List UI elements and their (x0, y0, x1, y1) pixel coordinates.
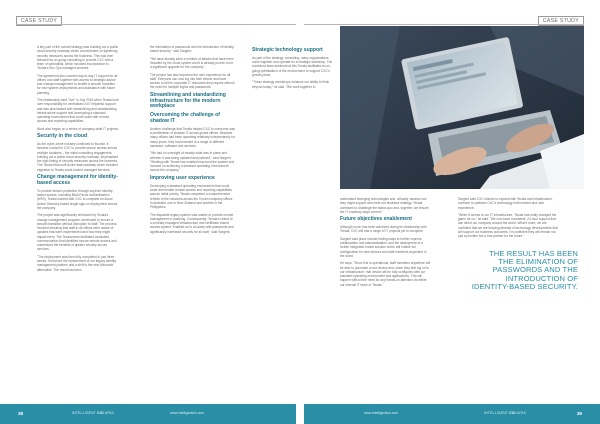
pull-quote-line: INTRODUCTION OF (505, 273, 578, 283)
heading-strategic-technology-support: Strategic technology support (252, 47, 323, 53)
paragraph: To provide breach protection through superior identity-based access, including Multi-Factor Authentication (MFA), Tecala worked with CXC to complete an Azure Active Directory-based single sign-on deployment across the company. (37, 188, 118, 210)
pull-quote-line: PASSWORDS AND THE (492, 265, 578, 275)
paragraph: the elimination of passwords and the introduction of identity-based security," said Sargent. (150, 45, 235, 54)
footer-brand-left (72, 411, 115, 415)
paragraph: Developing a standard operating environment that could scale and enable remote access and reporting capabilities was an initial priority. Tecala completed a comprehensive refresh of the networks across the 9 main company offices in Australia, one in New Zealand and another in the Philippines. (150, 183, 233, 210)
paragraph: Although much has been achieved during its relationship with Tecala, CXC still has a range of IT projects yet to complete. (340, 225, 427, 234)
photo-illustration (340, 26, 584, 189)
brand-prefix: INTELLIGENT (484, 411, 508, 415)
paragraph: Another challenge that Tecala helped CXC to overcome was a proliferation of shadow IT across global offices. Because many offices had been operating relatively independently for many years, they had invested in a range of different hardware, software and services. (150, 126, 235, 148)
paragraph: "We have already seen a number of attacks that have been thwarted by the cloud system and it is already proven to be a significant upgrade for the company." (150, 56, 234, 70)
paragraph: understand emerging technologies and, critically, assess how they might support and meet our business strategy. Tecala continues to challenge the status quo and, together, we ensure the IT roadmap stays current." (340, 197, 429, 214)
brand-suffix: APAC (104, 411, 115, 415)
column-5 (458, 197, 558, 245)
paragraph: The agreement also covered day-to-day IT support for all offices and staff together with access to strategic advice and change management to enable a smooth transition for new system deployments and assistance with future planning. (37, 73, 118, 95)
paragraph: "When it comes to our IT infrastructure, Tecala has really changed the game for us," he said. "We now have consistent, 24-hour support that can direct our company around the world. What's more, we are confident that we are keeping abreast of technology developments that will support our business outcomes. I'm confident they will remain not just a provider but a true partner for the future." (458, 212, 558, 239)
case-study-tag-right: CASE STUDY (538, 16, 584, 26)
footer-url-right[interactable]: www.intelligentcio.com (364, 411, 399, 415)
paragraph: As part of the strategy, consulting, many organisations come together and operate for a strategic workshop. The combined team achieved at this Tecala facilitates an on-going optimisation of the environment to support CXC's growth plans. (252, 55, 333, 77)
paragraph: "These strategy workshops enhance our ability to think beyond today," he said. "We work together to (252, 80, 330, 89)
brand-suffix: APAC (516, 411, 527, 415)
brand-highlight: CIO (97, 411, 104, 415)
case-study-tag-left: CASE STUDY (16, 16, 62, 26)
pull-quote-line: IDENTITY-BASED SECURITY. (471, 281, 578, 291)
heading-future-objectives: Future objectives enablement (340, 216, 412, 223)
column-1 (37, 45, 119, 397)
pull-quote-line: THE RESULT HAS BEEN (489, 249, 578, 258)
heading-improving-user-experience: Improving user experience (150, 174, 215, 181)
paragraph: "We had no oversight of exactly what was in place and whether it was being updated and patched," said Sargent. "Working with Tecala has enabled improved the system and focused on achieving a standard operating environment across the company." (150, 151, 235, 173)
page-number-right: 39 (576, 410, 582, 416)
brand-prefix: INTELLIGENT (72, 411, 96, 415)
paragraph: The project was significantly enhanced by Tecala's change management program, developed to ensure a smooth transition without disruption to staff. The process involved ensuring that staff in all offices were aware of updates that were implemented and how they might impact them. The Tecala team facilitated consistent communication that identified secure remote access and understood the benefits of greater security across services. (37, 213, 117, 252)
heading-shadow-it: Overcoming the challenge of shadow IT (150, 112, 220, 124)
paragraph: As the cyber-crime industry continued to flourish, it became crucial for CXC to provide secure access across multiple locations – the initial consulting engagement, building out a public cloud security roadmap, emphasised the high timing of security measures across the business. The Tecala Microsoft Azure data roadmap which included migration to Tecala cloud-hosted managed services. (37, 142, 118, 172)
footer-right (304, 404, 600, 424)
footer-left (0, 404, 296, 424)
paragraph: Sargent said CXC intends to expand with Tecala and Infrastructure, continue to optimise CXC's technology environment and user experience. (458, 197, 553, 210)
paragraph: Work also began on a series of company-wide IT projects. (37, 126, 119, 131)
brand-highlight: CIO (509, 411, 516, 415)
paragraph: Sargent said plans include finding ways to further improve collaboration and standardisation, and the deployment of a further integrated Intune solution which will enable full configuration for new devices and staff members anywhere in the world. (340, 236, 427, 258)
paragraph: The relationship went "live" in July 2019 when Tecala took over responsibility for centralised 24/7 helpdesk support and was also tasked with streamlining and standardising infrastructure support and developing a standard operating environment that could scale with remote access and reporting capabilities. (37, 98, 119, 124)
paragraph: "The deployment was then fully completed in just three weeks. It involved the replacement of our legacy identity management platform and a shift to the new Microsoft alternative. The result has been (37, 254, 117, 272)
paragraph: The disparate legacy system was unable to provide remote management or patching. Consequently, Tecala's rollout of a centrally managed infrastructure and certificate-based access system "enabled us to do away with passwords and significantly increased security for all staff," said Sargent. (150, 212, 234, 234)
column-4 (340, 197, 430, 397)
page-number-left: 38 (18, 410, 24, 416)
column-2 (150, 45, 235, 397)
pull-quote (458, 250, 578, 291)
pull-quote-line: THE ELIMINATION OF (498, 257, 578, 267)
paragraph: A key part of the overall strategy was building out a public cloud security roadmap which concentrated on tightening security measures across the business. This was then followed by on-going consulting to provide CXC with a team of specialists, which included Incorporation to Tecala's Sec Ops managed services. (37, 45, 119, 71)
heading-security-in-the-cloud: Security in the cloud (37, 133, 88, 140)
column-3 (252, 45, 336, 397)
paragraph: The project has also improved the user experience for all staff. Everyone can now log into their device and have access to all the corporate IT resources they require without the need for multiple logins and passwords. (150, 72, 235, 90)
header-rule-left (16, 24, 296, 25)
footer-url-left[interactable]: www.intelligentcio.com (170, 411, 205, 415)
laptop-typing-photo (340, 26, 584, 189)
heading-change-management: Change management for identity-based access (37, 174, 118, 186)
heading-streamlining: Streamlining and standardizing infrastructure for the modern workplace (150, 91, 226, 110)
paragraph: He says: "Since this is operational, staff members anywhere will be able to purchase a new device and, when they first log on to our infrastructure, that device will be fully configured with our standard operating environment and applications. This will happen without the need for any hands-on attention via either our internal IT team or Tecala." (340, 261, 430, 287)
header-rule-right (304, 24, 584, 25)
footer-brand-right (484, 411, 527, 415)
